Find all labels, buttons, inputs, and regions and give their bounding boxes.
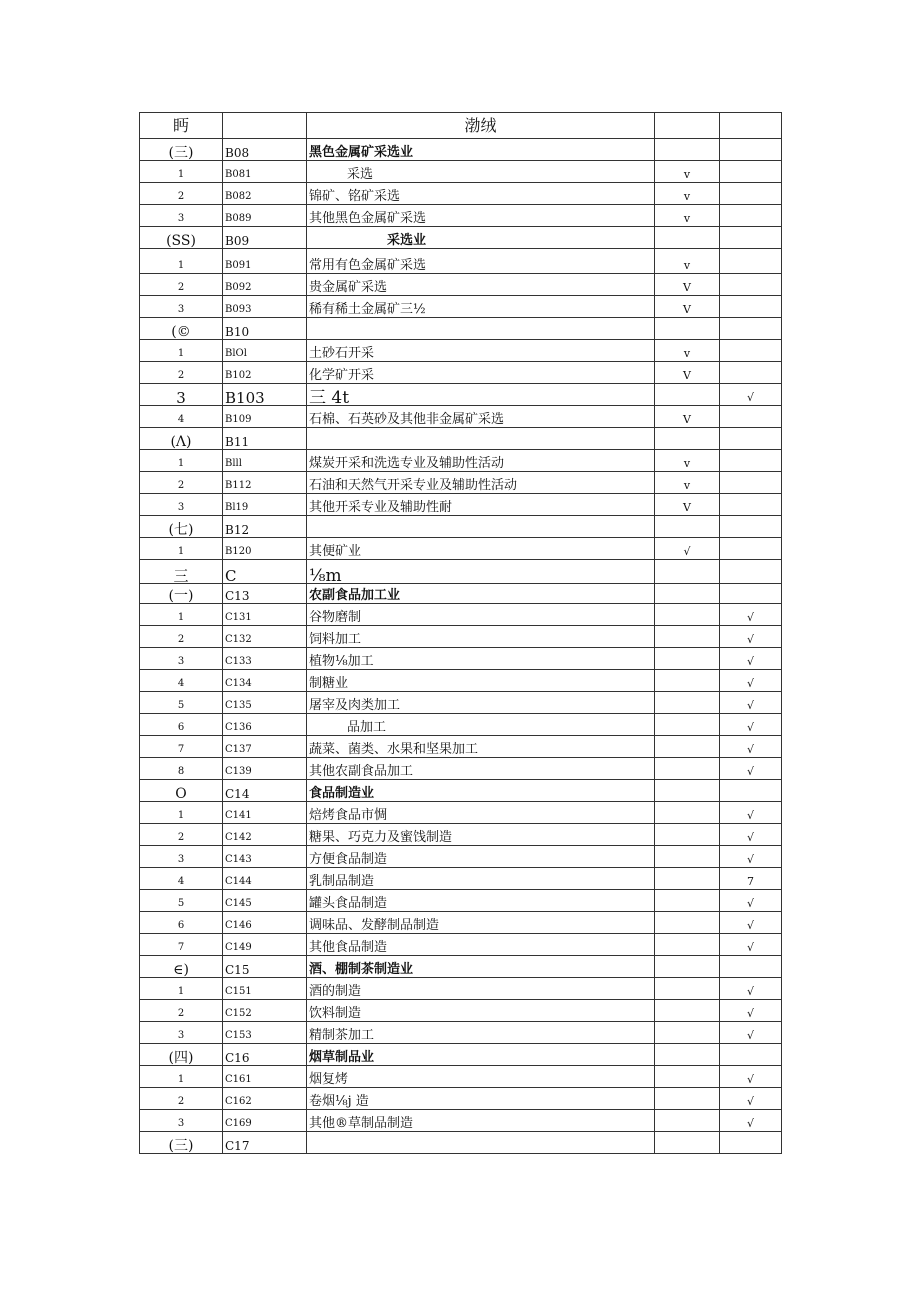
row-code: C13 <box>223 584 307 604</box>
row-col-b: √ <box>720 824 782 846</box>
row-name: 煤炭开采和洗选专业及辅助性活动 <box>307 450 655 472</box>
row-code: B09 <box>223 227 307 249</box>
row-name: 精制茶加工 <box>307 1022 655 1044</box>
row-col-a <box>655 227 720 249</box>
row-col-a <box>655 626 720 648</box>
row-code: B082 <box>223 183 307 205</box>
row-seq: 3 <box>140 846 223 868</box>
row-col-a: v <box>655 450 720 472</box>
row-col-a <box>655 516 720 538</box>
table-row <box>140 802 782 824</box>
row-seq: 三 <box>140 560 223 584</box>
row-code: C151 <box>223 978 307 1000</box>
row-col-b: √ <box>720 692 782 714</box>
row-name: 食品制造业 <box>307 780 655 802</box>
row-col-a <box>655 1044 720 1066</box>
row-name: 乳制品制造 <box>307 868 655 890</box>
row-col-a <box>655 780 720 802</box>
row-code: B091 <box>223 249 307 274</box>
row-seq: 3 <box>140 296 223 318</box>
row-code: C146 <box>223 912 307 934</box>
table-row <box>140 1088 782 1110</box>
row-col-a: V <box>655 362 720 384</box>
row-name: 品加工 <box>307 714 655 736</box>
table-row <box>140 340 782 362</box>
row-col-a: v <box>655 205 720 227</box>
row-name: 烟草制品业 <box>307 1044 655 1066</box>
row-seq: (Λ) <box>140 428 223 450</box>
row-col-a: V <box>655 296 720 318</box>
row-col-a <box>655 670 720 692</box>
row-col-b <box>720 205 782 227</box>
row-seq: 1 <box>140 450 223 472</box>
row-col-a <box>655 1066 720 1088</box>
row-name: 饲料加工 <box>307 626 655 648</box>
row-col-b <box>720 296 782 318</box>
row-col-a <box>655 934 720 956</box>
row-seq: 1 <box>140 978 223 1000</box>
row-seq: (四) <box>140 1044 223 1066</box>
row-code: C161 <box>223 1066 307 1088</box>
row-name: 化学矿开采 <box>307 362 655 384</box>
row-seq: 2 <box>140 274 223 296</box>
row-code: B109 <box>223 406 307 428</box>
row-code: C132 <box>223 626 307 648</box>
table-row <box>140 516 782 538</box>
row-col-a <box>655 868 720 890</box>
table-row <box>140 912 782 934</box>
row-col-b: √ <box>720 934 782 956</box>
row-col-a <box>655 758 720 780</box>
table-row <box>140 205 782 227</box>
table-row <box>140 890 782 912</box>
row-code: B103 <box>223 384 307 406</box>
row-col-a <box>655 584 720 604</box>
table-row <box>140 604 782 626</box>
row-seq: 4 <box>140 670 223 692</box>
row-col-b <box>720 450 782 472</box>
row-col-a: V <box>655 274 720 296</box>
row-col-b: √ <box>720 1000 782 1022</box>
row-code: B08 <box>223 139 307 161</box>
row-col-b <box>720 428 782 450</box>
row-code: C131 <box>223 604 307 626</box>
row-col-a <box>655 736 720 758</box>
row-name: 蔬菜、菌类、水果和坚果加工 <box>307 736 655 758</box>
row-seq: 8 <box>140 758 223 780</box>
row-name: 植物⅛加工 <box>307 648 655 670</box>
row-seq: (三) <box>140 1132 223 1154</box>
row-col-a <box>655 428 720 450</box>
table-row <box>140 758 782 780</box>
table-row <box>140 1022 782 1044</box>
header-col-a <box>655 113 720 139</box>
row-code: C17 <box>223 1132 307 1154</box>
row-code: C139 <box>223 758 307 780</box>
row-code: C <box>223 560 307 584</box>
row-name: 罐头食品制造 <box>307 890 655 912</box>
row-col-a <box>655 824 720 846</box>
row-code: C15 <box>223 956 307 978</box>
row-seq: 3 <box>140 494 223 516</box>
row-code: B081 <box>223 161 307 183</box>
row-code: C144 <box>223 868 307 890</box>
table-row <box>140 824 782 846</box>
row-seq: 1 <box>140 249 223 274</box>
row-name: 石棉、石英砂及其他非金属矿采选 <box>307 406 655 428</box>
table-row <box>140 296 782 318</box>
row-name: 调味品、发酵制品制造 <box>307 912 655 934</box>
row-col-b: √ <box>720 758 782 780</box>
row-name: 卷烟⅛j 造 <box>307 1088 655 1110</box>
row-code: C162 <box>223 1088 307 1110</box>
table-row <box>140 249 782 274</box>
row-seq: 2 <box>140 626 223 648</box>
row-name: 采选 <box>307 161 655 183</box>
row-col-b: √ <box>720 626 782 648</box>
table-row <box>140 934 782 956</box>
row-code: C169 <box>223 1110 307 1132</box>
row-seq: 2 <box>140 183 223 205</box>
table-row <box>140 560 782 584</box>
row-code: B12 <box>223 516 307 538</box>
row-code: BlOl <box>223 340 307 362</box>
row-col-b: √ <box>720 890 782 912</box>
row-col-b: √ <box>720 736 782 758</box>
row-name: 其他食品制造 <box>307 934 655 956</box>
row-col-b: 7 <box>720 868 782 890</box>
row-col-b <box>720 249 782 274</box>
row-seq: (一) <box>140 584 223 604</box>
row-col-b <box>720 538 782 560</box>
table-row <box>140 384 782 406</box>
table-row <box>140 956 782 978</box>
row-col-b: √ <box>720 648 782 670</box>
row-name: 其他黑色金属矿采选 <box>307 205 655 227</box>
table-row <box>140 428 782 450</box>
row-col-a <box>655 912 720 934</box>
header-code <box>223 113 307 139</box>
row-code: Bl19 <box>223 494 307 516</box>
row-name: 石油和天然气开采专业及辅助性活动 <box>307 472 655 494</box>
row-col-a: v <box>655 183 720 205</box>
table-row <box>140 868 782 890</box>
row-seq: (七) <box>140 516 223 538</box>
row-col-a <box>655 604 720 626</box>
row-name: 三 4t <box>307 384 655 406</box>
row-seq: 1 <box>140 1066 223 1088</box>
row-code: B11 <box>223 428 307 450</box>
row-seq: 6 <box>140 912 223 934</box>
row-seq: 6 <box>140 714 223 736</box>
row-seq: 1 <box>140 340 223 362</box>
row-col-b: √ <box>720 846 782 868</box>
row-col-a <box>655 1132 720 1154</box>
table-row <box>140 1066 782 1088</box>
row-name: 稀有稀土金属矿三½ <box>307 296 655 318</box>
row-name: 土砂石开采 <box>307 340 655 362</box>
row-col-b <box>720 183 782 205</box>
row-name: 锦矿、铭矿采选 <box>307 183 655 205</box>
row-col-b: √ <box>720 384 782 406</box>
row-col-a <box>655 318 720 340</box>
row-col-a <box>655 846 720 868</box>
row-code: C145 <box>223 890 307 912</box>
row-code: Blll <box>223 450 307 472</box>
row-code: C149 <box>223 934 307 956</box>
table-row <box>140 1000 782 1022</box>
row-code: C142 <box>223 824 307 846</box>
row-col-b <box>720 472 782 494</box>
row-col-b <box>720 494 782 516</box>
table-row <box>140 494 782 516</box>
row-name: 方便食品制造 <box>307 846 655 868</box>
row-code: C153 <box>223 1022 307 1044</box>
row-seq: 1 <box>140 538 223 560</box>
row-seq: 2 <box>140 362 223 384</box>
row-seq: 2 <box>140 1088 223 1110</box>
row-seq: 3 <box>140 648 223 670</box>
table-row <box>140 1132 782 1154</box>
row-name: 饮料制造 <box>307 1000 655 1022</box>
row-name <box>307 318 655 340</box>
table-header-row <box>140 113 782 139</box>
row-col-a <box>655 978 720 1000</box>
row-code: C152 <box>223 1000 307 1022</box>
row-code: C136 <box>223 714 307 736</box>
table-body <box>140 113 782 1154</box>
header-name: 渤绒 <box>307 113 655 139</box>
row-seq: 2 <box>140 472 223 494</box>
row-col-a <box>655 956 720 978</box>
row-code: C137 <box>223 736 307 758</box>
table-row <box>140 846 782 868</box>
row-col-a <box>655 714 720 736</box>
row-seq: (SS) <box>140 227 223 249</box>
row-name: 常用有色金属矿采选 <box>307 249 655 274</box>
row-col-a <box>655 1000 720 1022</box>
row-code: C143 <box>223 846 307 868</box>
table-row <box>140 1110 782 1132</box>
row-name: 屠宰及肉类加工 <box>307 692 655 714</box>
row-code: C135 <box>223 692 307 714</box>
row-col-b: √ <box>720 714 782 736</box>
table-row <box>140 1044 782 1066</box>
table-row <box>140 714 782 736</box>
table-row <box>140 406 782 428</box>
table-row <box>140 362 782 384</box>
row-col-b: √ <box>720 670 782 692</box>
table-row <box>140 274 782 296</box>
row-code: B102 <box>223 362 307 384</box>
row-name: 黑色金属矿采选业 <box>307 139 655 161</box>
table-row <box>140 736 782 758</box>
row-col-b: √ <box>720 1066 782 1088</box>
row-col-a: v <box>655 161 720 183</box>
row-seq: 1 <box>140 161 223 183</box>
row-col-a <box>655 1110 720 1132</box>
table-row <box>140 692 782 714</box>
row-col-a <box>655 384 720 406</box>
row-col-b <box>720 274 782 296</box>
row-col-b: √ <box>720 1088 782 1110</box>
row-col-a <box>655 648 720 670</box>
row-col-b: √ <box>720 1022 782 1044</box>
row-name: 农副食品加工业 <box>307 584 655 604</box>
row-name: ⅛m <box>307 560 655 584</box>
row-col-b <box>720 780 782 802</box>
row-seq: 5 <box>140 692 223 714</box>
row-col-a <box>655 139 720 161</box>
table-row <box>140 780 782 802</box>
row-col-b: √ <box>720 604 782 626</box>
row-code: B112 <box>223 472 307 494</box>
row-code: C16 <box>223 1044 307 1066</box>
row-col-a <box>655 802 720 824</box>
row-col-a <box>655 1088 720 1110</box>
row-name: 酒的制造 <box>307 978 655 1000</box>
row-col-b: √ <box>720 912 782 934</box>
table-row <box>140 183 782 205</box>
row-col-b <box>720 227 782 249</box>
row-name: 焙烤食品市惆 <box>307 802 655 824</box>
row-seq: 7 <box>140 934 223 956</box>
row-seq: 5 <box>140 890 223 912</box>
table-row <box>140 450 782 472</box>
row-seq: (三) <box>140 139 223 161</box>
row-col-a <box>655 560 720 584</box>
row-col-b <box>720 1132 782 1154</box>
row-code: B120 <box>223 538 307 560</box>
table-row <box>140 648 782 670</box>
table-row <box>140 978 782 1000</box>
row-col-b: √ <box>720 802 782 824</box>
row-seq: 4 <box>140 868 223 890</box>
row-name: 酒、棚制茶制造业 <box>307 956 655 978</box>
row-code: B093 <box>223 296 307 318</box>
row-seq: 7 <box>140 736 223 758</box>
row-col-a: √ <box>655 538 720 560</box>
row-seq: 4 <box>140 406 223 428</box>
row-name: 贵金属矿采选 <box>307 274 655 296</box>
row-code: C134 <box>223 670 307 692</box>
table-row <box>140 227 782 249</box>
table-row <box>140 670 782 692</box>
table-row <box>140 161 782 183</box>
table-row <box>140 538 782 560</box>
row-col-a: v <box>655 340 720 362</box>
row-col-b <box>720 584 782 604</box>
row-name: 制糖业 <box>307 670 655 692</box>
row-col-b <box>720 318 782 340</box>
row-col-a: V <box>655 494 720 516</box>
row-col-a: V <box>655 406 720 428</box>
row-code: C141 <box>223 802 307 824</box>
row-name <box>307 516 655 538</box>
row-col-b <box>720 956 782 978</box>
row-code: C133 <box>223 648 307 670</box>
row-seq: 1 <box>140 604 223 626</box>
header-col-b <box>720 113 782 139</box>
row-name: 其他农副食品加工 <box>307 758 655 780</box>
row-seq: 3 <box>140 384 223 406</box>
row-col-a: v <box>655 472 720 494</box>
row-name: 其他开采专业及辅助性耐 <box>307 494 655 516</box>
row-col-b: √ <box>720 978 782 1000</box>
row-col-a: v <box>655 249 720 274</box>
row-name: 谷物磨制 <box>307 604 655 626</box>
table-row <box>140 318 782 340</box>
row-name: 其便矿业 <box>307 538 655 560</box>
row-code: B089 <box>223 205 307 227</box>
row-seq: 3 <box>140 1110 223 1132</box>
row-col-a <box>655 1022 720 1044</box>
row-name: 采选业 <box>307 227 655 249</box>
row-name: 其他®草制品制造 <box>307 1110 655 1132</box>
row-name <box>307 428 655 450</box>
row-col-a <box>655 692 720 714</box>
industry-classification-table <box>139 112 782 1154</box>
header-seq: 眄 <box>140 113 223 139</box>
row-col-b <box>720 161 782 183</box>
row-code: C14 <box>223 780 307 802</box>
row-name: 烟复烤 <box>307 1066 655 1088</box>
row-seq: 2 <box>140 824 223 846</box>
table-row <box>140 472 782 494</box>
row-name: 糖果、巧克力及蜜饯制造 <box>307 824 655 846</box>
row-seq: 1 <box>140 802 223 824</box>
row-name <box>307 1132 655 1154</box>
row-col-a <box>655 890 720 912</box>
row-col-b <box>720 362 782 384</box>
row-code: B092 <box>223 274 307 296</box>
row-col-b <box>720 340 782 362</box>
row-col-b <box>720 139 782 161</box>
row-seq: 2 <box>140 1000 223 1022</box>
table-row <box>140 626 782 648</box>
table-row <box>140 584 782 604</box>
row-col-b <box>720 560 782 584</box>
row-col-b <box>720 516 782 538</box>
row-seq: O <box>140 780 223 802</box>
row-col-b <box>720 1044 782 1066</box>
row-code: B10 <box>223 318 307 340</box>
row-seq: ∈) <box>140 956 223 978</box>
row-seq: 3 <box>140 1022 223 1044</box>
row-seq: (© <box>140 318 223 340</box>
table-row <box>140 139 782 161</box>
row-col-b <box>720 406 782 428</box>
row-col-b: √ <box>720 1110 782 1132</box>
row-seq: 3 <box>140 205 223 227</box>
